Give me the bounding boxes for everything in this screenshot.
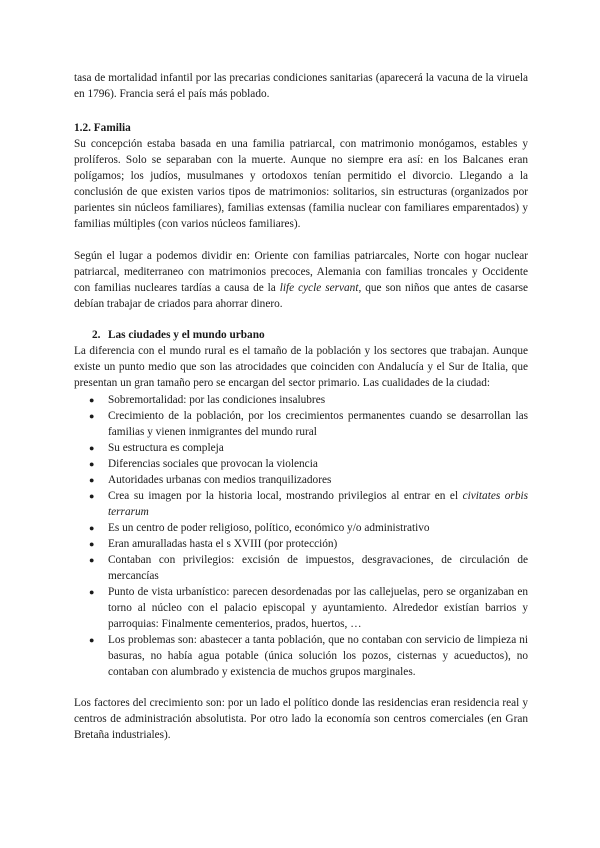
bullet-icon: ● xyxy=(89,587,95,597)
list-item xyxy=(74,408,528,440)
list-item-text: Es un centro de poder religioso, político, económico y/o administrativo xyxy=(108,522,430,534)
bullet-icon: ● xyxy=(89,395,95,405)
family-paragraph-1: Su concepción estaba basada en una familia patriarcal, con matrimonio monógamos, estables y prolíferos. Solo se separaban con la muerte. Aunque no siempre era así: en los Balcanes eran polígamos; los judíos, musulmanes y ortodoxos tenían permitido el divorcio. Llegando a la conclusión de que existen varios tipos de matrimonios: solitarios, sin estructuras (organizados por parientes sin núcleos familiares), familias extensas (familia nuclear con familiares emparentados) y familias múltiples (con varios núcleos familiares). xyxy=(74,138,528,230)
bullet-icon: ● xyxy=(89,411,95,421)
bullet-icon: ● xyxy=(89,443,95,453)
closing-paragraph: Los factores del crecimiento son: por un lado el político donde las residencias eran residencia real y centros de administración absolutista. Por otro lado la economía son centros comerciales (en Gran Bretaña industriales). xyxy=(74,697,528,741)
intro-paragraph: tasa de mortalidad infantil por las precarias condiciones sanitarias (aparecerá la vacuna de la viruela en 1796). Francia será el país más poblado. xyxy=(74,72,528,100)
list-item xyxy=(74,584,528,632)
list-item-text: Eran amuralladas hasta el s XVIII (por protección) xyxy=(108,538,338,550)
bullet-icon: ● xyxy=(89,555,95,565)
family-paragraph-2 xyxy=(74,248,528,312)
list-item xyxy=(74,488,528,520)
list-item xyxy=(74,552,528,584)
list-item xyxy=(74,392,528,408)
city-features-list xyxy=(74,392,528,680)
document-page xyxy=(74,70,528,743)
list-item xyxy=(74,520,528,536)
family-section-heading: 1.2. Familia xyxy=(74,122,131,134)
bullet-icon: ● xyxy=(89,491,95,501)
bullet-icon: ● xyxy=(89,523,95,533)
list-item-text: Su estructura es compleja xyxy=(108,442,224,454)
spacer xyxy=(74,312,528,327)
life-cycle-servant-term: life cycle servant xyxy=(279,282,359,294)
list-item xyxy=(74,536,528,552)
bullet-icon: ● xyxy=(89,475,95,485)
list-item-text: Autoridades urbanas con medios tranquilizadores xyxy=(108,474,332,486)
list-item-text: Diferencias sociales que provocan la violencia xyxy=(108,458,318,470)
list-item-text: Sobremortalidad: por las condiciones insalubres xyxy=(108,394,326,406)
family-paragraph-2-text-b: , que son niños que antes de casarse debían trabajar de criados para ahorrar dinero. xyxy=(74,282,529,310)
list-item-text: Crecimiento de la población, por los crecimientos permanentes cuando se desarrollan las familias y vienen inmigrantes del mundo rural xyxy=(108,410,528,438)
list-item-text: Contaban con privilegios: excisión de impuestos, desgravaciones, de circulación de mercancías xyxy=(108,554,528,582)
list-item xyxy=(74,632,528,680)
list-item xyxy=(74,472,528,488)
cities-section-heading xyxy=(92,327,528,343)
cities-heading-text: Las ciudades y el mundo urbano xyxy=(108,329,265,341)
family-paragraph-2-text-a: Según el lugar a podemos dividir en: Oriente con familias patriarcales, Norte con hogar nuclear patriarcal, mediterraneo con matrimonios precoces, Alemania con familias troncales y Occidente con familias nucleares tardías a causa de la xyxy=(74,250,528,294)
spacer xyxy=(74,232,528,248)
bullet-icon: ● xyxy=(89,459,95,469)
list-item xyxy=(74,456,528,472)
bullet-icon: ● xyxy=(89,539,95,549)
list-item-text: Los problemas son: abastecer a tanta población, que no contaban con servicio de limpieza ni basuras, no había agua potable (única solución los pozos, cisternas y acueductos), no contaban con alumbrado y existencia de muchos grupos marginales. xyxy=(108,634,528,678)
civitates-orbis-terrarum-term: civitates orbis terrarum xyxy=(108,490,529,518)
bullet-icon: ● xyxy=(89,635,95,645)
cities-paragraph: La diferencia con el mundo rural es el tamaño de la población y los sectores que trabajan. Aunque existe un punto medio que son las atrocidades que coinciden con Andalucía y el Sur de Italia, que presentan un gran tamaño pero se encargan del sector primario. Las cualidades de la ciudad: xyxy=(74,345,528,389)
list-item xyxy=(74,440,528,456)
section-number: 2. xyxy=(92,329,101,341)
list-item-text: Punto de vista urbanístico: parecen desordenadas por las callejuelas, pero se organizaban en torno al núcleo con el palacio episcopal y ayuntamiento. Alrededor existían barrios y parroquias: Finalmente cementerios, prados, huertos, … xyxy=(108,586,528,630)
list-item-text: Crea su imagen por la historia local, mostrando privilegios al entrar en el xyxy=(108,490,463,502)
